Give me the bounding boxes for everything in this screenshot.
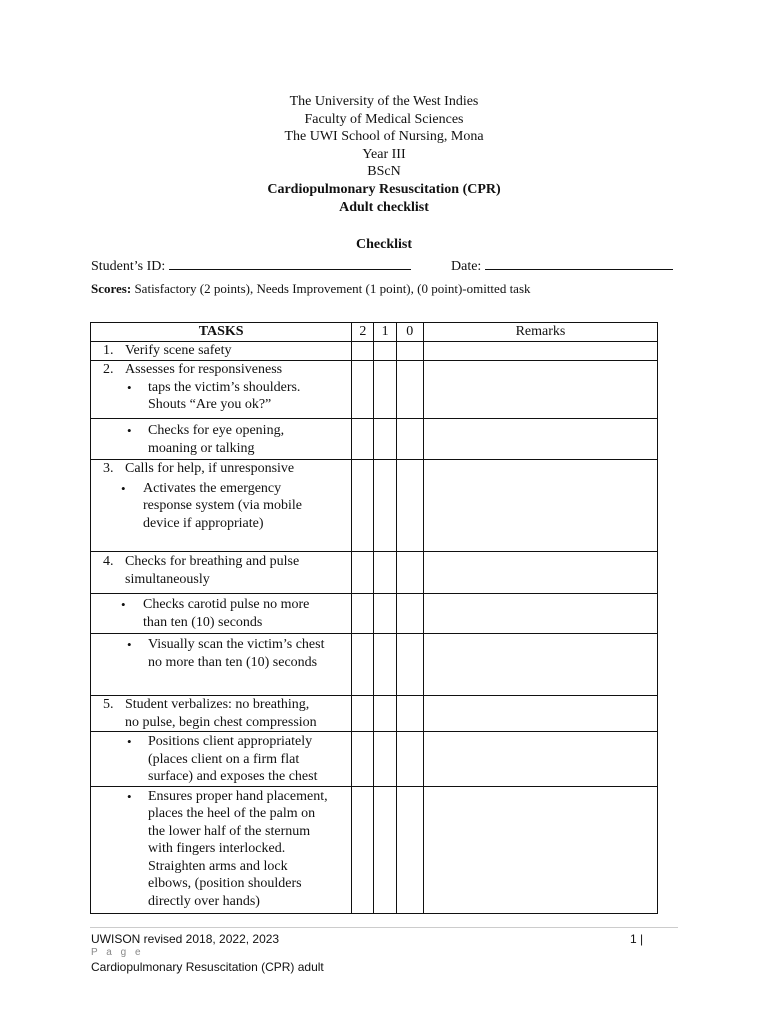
checklist-heading: Checklist [356,237,412,252]
document-header [0,93,768,216]
score-0-cell[interactable] [396,460,423,552]
header-score-0: 0 [396,323,423,342]
school-name: The UWI School of Nursing, Mona [284,129,484,145]
score-1-cell[interactable] [374,696,396,732]
task-text: Calls for help, if unresponsive [125,461,295,476]
task-text: Verify scene safety [125,343,232,358]
scores-text: Satisfactory (2 points), Needs Improvement (1 point), (0 point)-omitted task [134,281,531,296]
score-2-cell[interactable] [352,419,374,460]
date-label: Date: [451,259,482,274]
task-number: 5. [103,697,114,712]
score-1-cell[interactable] [374,419,396,460]
task-bullet: • Positions client appropriately (places client on a firm flat surface) and exposes the chest [91,733,351,786]
year-label: Year III [362,146,406,162]
task-bullet: • Visually scan the victim’s chest no more than ten (10) seconds [91,636,351,671]
student-id-blank[interactable] [169,255,411,270]
task-bullet: • Checks carotid pulse no more than ten (10) seconds [91,596,351,631]
task-number: 3. [103,461,114,476]
university-name: The University of the West Indies [289,94,479,109]
table-row [91,342,658,361]
table-row [91,696,658,732]
remarks-cell[interactable] [423,361,657,419]
scores-legend [91,281,531,297]
task-cell [91,594,352,634]
score-2-cell[interactable] [352,361,374,419]
task-number: 2. [103,362,114,377]
score-1-cell[interactable] [374,594,396,634]
score-0-cell[interactable] [396,552,423,594]
remarks-cell[interactable] [423,634,657,696]
table-row [91,361,658,419]
score-2-cell[interactable] [352,696,374,732]
table-row [91,419,658,460]
task-text: Student verbalizes: no breathing, [125,697,310,712]
remarks-cell[interactable] [423,786,657,913]
remarks-cell[interactable] [423,342,657,361]
faculty-name: Faculty of Medical Sciences [304,111,464,127]
remarks-cell[interactable] [423,732,657,787]
task-cell [91,552,352,594]
task-cell [91,732,352,787]
footer [91,932,324,974]
task-bullet: • Checks for eye opening, moaning or talking [91,422,351,457]
scores-label: Scores: [91,281,132,296]
student-id-field[interactable] [91,255,411,275]
footer-divider [90,927,678,928]
score-1-cell[interactable] [374,786,396,913]
score-0-cell[interactable] [396,786,423,913]
program-label: BScN [367,164,401,180]
document-subtitle: Adult checklist [339,199,429,215]
student-id-label: Student’s ID: [91,259,166,274]
footer-revised: UWISON revised 2018, 2022, 2023 [91,932,280,946]
table-header-row [91,323,658,342]
score-1-cell[interactable] [374,460,396,552]
remarks-cell[interactable] [423,594,657,634]
task-cell [91,361,352,419]
table-row [91,786,658,913]
task-bullet: • Activates the emergency response system (via mobile device if appropriate) [91,480,351,533]
header-tasks: TASKS [91,323,352,342]
header-score-1: 1 [374,323,396,342]
score-0-cell[interactable] [396,594,423,634]
footer-page-word: P a g e [91,947,144,958]
header-score-2: 2 [352,323,374,342]
score-1-cell[interactable] [374,634,396,696]
task-text-continued: simultaneously [125,571,210,587]
score-2-cell[interactable] [352,732,374,787]
score-0-cell[interactable] [396,696,423,732]
table-row [91,634,658,696]
task-cell [91,419,352,460]
score-2-cell[interactable] [352,634,374,696]
score-2-cell[interactable] [352,342,374,361]
task-number: 4. [103,554,114,569]
score-0-cell[interactable] [396,732,423,787]
score-0-cell[interactable] [396,634,423,696]
remarks-cell[interactable] [423,460,657,552]
score-0-cell[interactable] [396,361,423,419]
score-1-cell[interactable] [374,342,396,361]
task-cell [91,460,352,552]
task-text: Checks for breathing and pulse [125,554,300,569]
score-2-cell[interactable] [352,786,374,913]
task-bullet: • taps the victim’s shoulders. Shouts “Are you ok?” [91,379,351,414]
task-bullet: • Ensures proper hand placement, places the heel of the palm on the lower half of the sternum with fingers interlocked. Straighten arms and lock elbows, (position shoulders directly over hands) [91,788,351,911]
task-cell [91,342,352,361]
page-number: 1 | [630,932,644,946]
document-title: Cardiopulmonary Resuscitation (CPR) [267,181,501,197]
remarks-cell[interactable] [423,419,657,460]
footer-doc-title: Cardiopulmonary Resuscitation (CPR) adult [91,960,324,974]
task-cell [91,696,352,732]
task-cell [91,786,352,913]
remarks-cell[interactable] [423,696,657,732]
score-1-cell[interactable] [374,361,396,419]
score-2-cell[interactable] [352,552,374,594]
checklist-table [90,322,658,914]
table-row [91,552,658,594]
score-0-cell[interactable] [396,342,423,361]
date-blank[interactable] [485,255,673,270]
date-field[interactable] [451,255,673,275]
task-text-continued: no pulse, begin chest compression [125,714,317,730]
task-cell [91,634,352,696]
score-1-cell[interactable] [374,552,396,594]
score-2-cell[interactable] [352,460,374,552]
table-row [91,732,658,787]
table-row [91,594,658,634]
header-remarks: Remarks [423,323,657,342]
score-2-cell[interactable] [352,594,374,634]
task-text: Assesses for responsiveness [125,362,283,377]
task-number: 1. [103,343,114,358]
remarks-cell[interactable] [423,552,657,594]
table-row [91,460,658,552]
score-1-cell[interactable] [374,732,396,787]
score-0-cell[interactable] [396,419,423,460]
